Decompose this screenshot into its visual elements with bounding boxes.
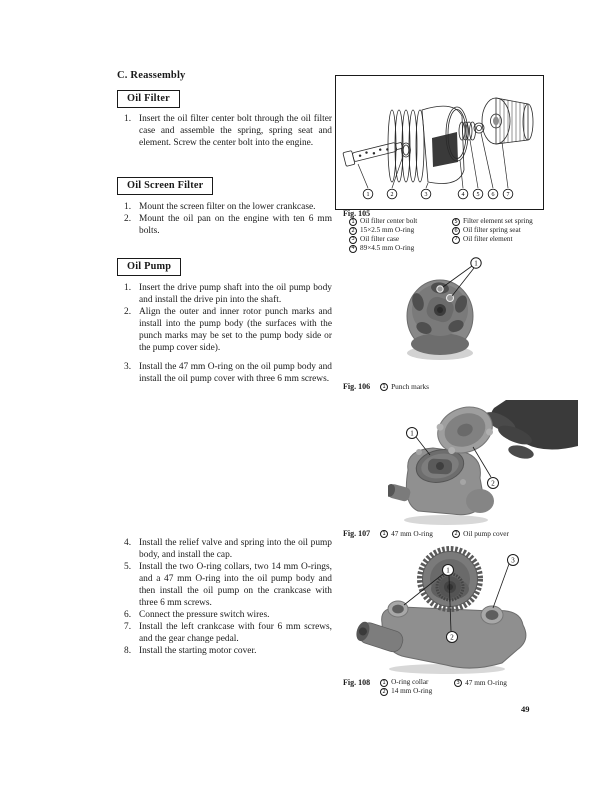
list-item-text: Install the left crankcase with four 6 mm screws, and the gear change pedal. <box>139 622 332 644</box>
callout-4: 4 <box>461 192 465 199</box>
list-item-text: Mount the oil pan on the engine with ten 6 mm bolts. <box>139 214 332 236</box>
fig105-label: Fig. 105 <box>343 209 371 218</box>
fig107-photo <box>388 400 578 527</box>
heading-oil-screen-filter: Oil Screen Filter <box>117 177 213 195</box>
fig106-caption <box>343 383 429 392</box>
list-item-number: 2. <box>124 214 132 224</box>
oil-pump-list-bottom <box>124 537 332 657</box>
part-number-icon: 2 <box>349 227 357 235</box>
part-text: 15×2.5 mm O-ring <box>360 225 415 234</box>
callout-1: 1 <box>446 566 450 575</box>
fig107-caption <box>343 530 509 539</box>
list-item <box>124 537 332 561</box>
part-number-icon: 1 <box>380 679 388 687</box>
part-text: 89×4.5 mm O-ring <box>360 243 415 252</box>
list-item-text: Install the starting motor cover. <box>139 646 257 656</box>
list-item-number: 6. <box>124 610 132 620</box>
list-item <box>124 306 332 354</box>
fig108-label: Fig. 108 <box>343 678 371 687</box>
list-item <box>124 561 332 609</box>
oil-pump-cover-photo <box>388 400 578 527</box>
part-text: Filter element set spring <box>463 217 533 225</box>
part-text: Oil pump cover <box>463 529 509 538</box>
list-item-text: Install the relief valve and spring into the oil pump body, and install the cap. <box>139 538 332 560</box>
list-item <box>124 609 332 621</box>
oil-pump-list-top <box>124 282 332 385</box>
list-item <box>124 113 332 149</box>
fig107-label: Fig. 107 <box>343 529 371 538</box>
list-item-number: 2. <box>124 307 132 317</box>
list-item <box>124 282 332 306</box>
oil-filter-list <box>124 113 332 149</box>
part-number-icon: 7 <box>452 236 460 244</box>
part-text: Punch marks <box>391 382 430 391</box>
fig108-photo <box>352 545 542 676</box>
part-text: Oil filter center bolt <box>360 217 418 225</box>
list-item-number: 3. <box>124 362 132 372</box>
list-item-number: 1. <box>124 202 132 212</box>
pump-rotor-photo <box>400 252 540 380</box>
list-item-number: 7. <box>124 622 132 632</box>
part-text: Oil filter spring seat <box>463 225 521 234</box>
list-item-text: Insert the oil filter center bolt through the oil filter case and assemble the spring, spring seat and element. Screw the center bolt into the engine. <box>139 114 332 148</box>
list-item-number: 4. <box>124 538 132 548</box>
list-item-text: Connect the pressure switch wires. <box>139 610 270 620</box>
callout-3: 3 <box>511 556 515 565</box>
section-heading: C. Reassembly <box>117 70 186 81</box>
oil-filter-exploded-drawing <box>336 76 543 209</box>
punch-mark <box>437 286 443 292</box>
part-text: O-ring collar <box>391 678 429 686</box>
part-number-icon: 6 <box>452 227 460 235</box>
callout-1: 1 <box>366 192 370 199</box>
fig106-photo <box>400 252 540 380</box>
part-number-icon: 2 <box>452 530 460 538</box>
callout-2: 2 <box>450 633 454 642</box>
part-text: 47 mm O-ring <box>465 678 507 687</box>
list-item-number: 8. <box>124 646 132 656</box>
list-item <box>124 361 332 385</box>
part-number-icon: 1 <box>380 530 388 538</box>
callout-1: 1 <box>410 429 414 438</box>
list-item <box>124 201 332 213</box>
callout-5: 5 <box>476 192 480 199</box>
list-item-number: 5. <box>124 562 132 572</box>
fig105-parts-col1 <box>349 218 449 254</box>
callout-3: 3 <box>424 192 428 199</box>
fig105-illustration <box>335 75 544 210</box>
fig105-callouts <box>363 189 513 199</box>
list-item <box>124 621 332 645</box>
oil-pump-gear-photo <box>352 545 542 676</box>
fig108-caption <box>343 679 507 697</box>
part-number-icon: 3 <box>454 679 462 687</box>
heading-oil-filter: Oil Filter <box>117 90 180 108</box>
part-number-icon: 1 <box>349 218 357 226</box>
callout-2: 2 <box>491 479 495 488</box>
fig106-label: Fig. 106 <box>343 382 371 391</box>
part-number-icon: 4 <box>349 245 357 253</box>
list-item-text: Install the two O-ring collars, two 14 mm O-rings, and a 47 mm O-ring into the oil pump body and then install the oil pump on the crankcase with three 6 mm screws. <box>139 562 332 608</box>
page-number: 49 <box>521 704 530 714</box>
callout-7: 7 <box>506 192 510 199</box>
callout-6: 6 <box>491 192 495 199</box>
part-number-icon: 5 <box>452 218 460 226</box>
part-text: 14 mm O-ring <box>391 686 433 695</box>
list-item-text: Align the outer and inner rotor punch marks and install into the pump body (the surfaces with the punch marks may be set to the pump body side or the pump cover side). <box>139 307 332 353</box>
part-number-icon: 2 <box>380 688 388 696</box>
part-text: 47 mm O-ring <box>391 529 433 538</box>
oil-screen-filter-list <box>124 201 332 237</box>
callout-2: 2 <box>390 192 394 199</box>
part-text: Oil filter case <box>360 234 400 243</box>
fig105-parts-col2 <box>452 218 544 245</box>
list-item-text: Mount the screen filter on the lower crankcase. <box>139 202 316 212</box>
part-text: Oil filter element <box>463 234 513 243</box>
list-item-text: Install the 47 mm O-ring on the oil pump body and install the oil pump cover with three 6 mm screws. <box>139 362 332 384</box>
callout-1: 1 <box>474 259 478 268</box>
part-number-icon: 1 <box>380 383 388 391</box>
part-number-icon: 3 <box>349 236 357 244</box>
heading-oil-pump: Oil Pump <box>117 258 181 276</box>
list-item-number: 1. <box>124 114 132 124</box>
list-item <box>124 213 332 237</box>
list-item <box>124 645 332 657</box>
list-item-number: 1. <box>124 283 132 293</box>
list-item-text: Insert the drive pump shaft into the oil pump body and install the drive pin into the shaft. <box>139 283 332 305</box>
